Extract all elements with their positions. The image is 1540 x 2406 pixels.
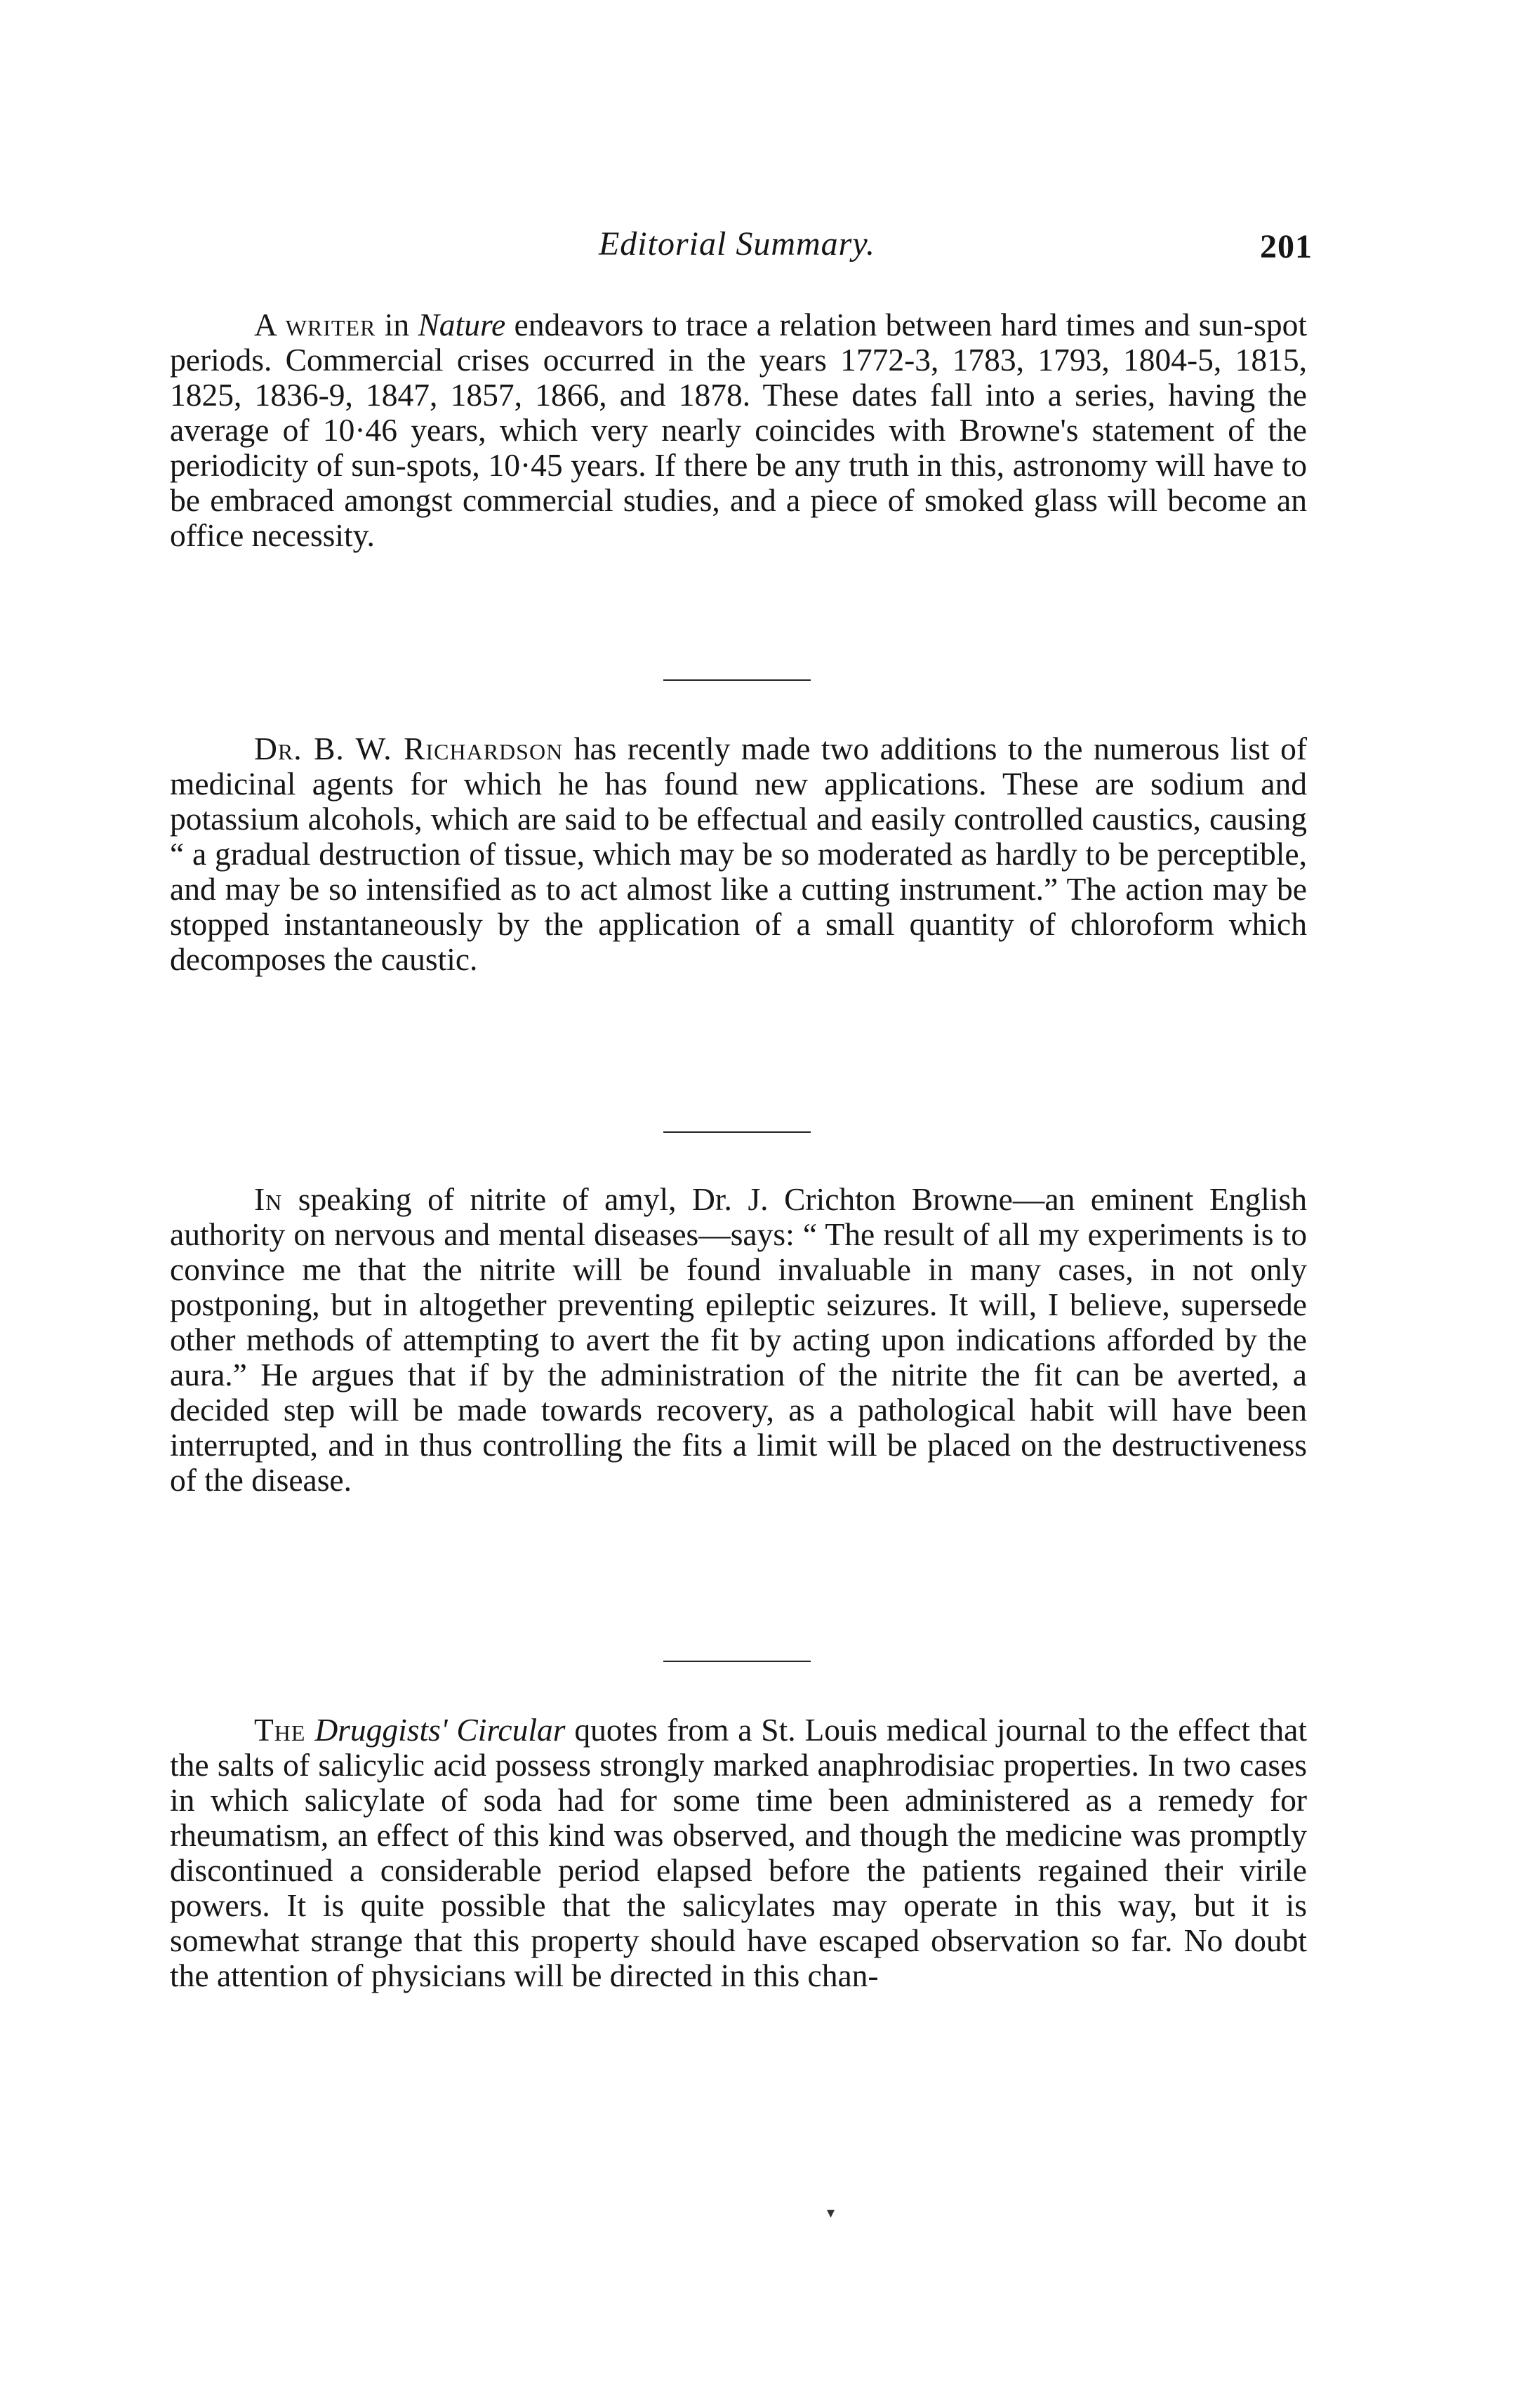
section-divider (663, 1131, 811, 1133)
paragraph-lead: A writer (254, 307, 376, 343)
journal-title: Druggists' Circular (314, 1712, 566, 1748)
paragraph-lead: The (254, 1712, 306, 1748)
page-header (161, 225, 1313, 281)
running-title: Editorial Summary. (598, 225, 875, 262)
journal-title: Nature (418, 307, 506, 343)
paragraph-text (305, 1712, 314, 1748)
section-divider (663, 1661, 811, 1662)
section-divider (663, 679, 811, 681)
page-number: 201 (1260, 228, 1313, 265)
paragraph-text: quotes from a St. Louis medical journal to the effect that the salts of salicylic acid possess strongly marked anaphrodisiac properties. In two cases in which salicylate of soda had for some time been administered as a remedy for rheumatism, an effect of this kind was observed, and though the medicine was promptly discontinued a considerable period elapsed before the patients regained their virile powers. It is quite possible that the salicylates may operate in this way, but it is somewhat strange that this property should have escaped observation so far. No doubt the attention of physicians will be directed in this chan- (170, 1712, 1308, 1993)
paragraph-text: endeavors to trace a relation between hard times and sun-spot periods. Commercial crises occurred in the years 1772-3, 1783, 1793, 1804-5, 1815, 1825, 1836-9, 1847, 1857, 1866, and 1878. These dates fall into a series, having the average of 10·46 years, which very nearly coincides with Browne's statement of the periodicity of sun-spots, 10·45 years. If there be any truth in this, astronomy will have to be embraced amongst commercial studies, and a piece of smoked glass will become an office necessity. (170, 307, 1307, 553)
paragraph-richardson (170, 731, 1307, 977)
paragraph-text: in (376, 307, 418, 343)
paragraph-text: has recently made two additions to the numerous list of medicinal agents for which he has found new applications. These are sodium and potassium alcohols, which are said to be effectual and easily controlled caustics, causing “ a gradual destruction of tissue, which may be so moderated as hardly to be perceptible, and may be so intensified as to act almost like a cutting instrument.” The action may be stopped instantaneously by the application of a small quantity of chloroform which decomposes the caustic. (170, 731, 1307, 977)
paragraph-salicylic-acid (170, 1713, 1307, 1993)
paragraph-lead: In (254, 1181, 283, 1217)
paragraph-text: speaking of nitrite of amyl, Dr. J. Crichton Browne—an eminent English authority on nervous and mental diseases—says: “ The result of all my experiments is to convince me that the nitrite will be found invaluable in many cases, in not only postponing, but in altogether preventing epileptic seizures. It will, I believe, supersede other methods of attempting to avert the fit by acting upon indications afforded by the aura.” He argues that if by the administration of the nitrite the fit can be averted, a decided step will be made towards recovery, as a pathological habit will have been interrupted, and in thus controlling the fits a limit will be placed on the destructiveness of the disease. (170, 1181, 1307, 1498)
paragraph-sunspots (170, 307, 1307, 553)
paragraph-nitrite-of-amyl (170, 1182, 1307, 1498)
paragraph-lead: Dr. B. W. Richardson (254, 731, 564, 766)
printer-mark: ▾ (827, 2204, 835, 2221)
